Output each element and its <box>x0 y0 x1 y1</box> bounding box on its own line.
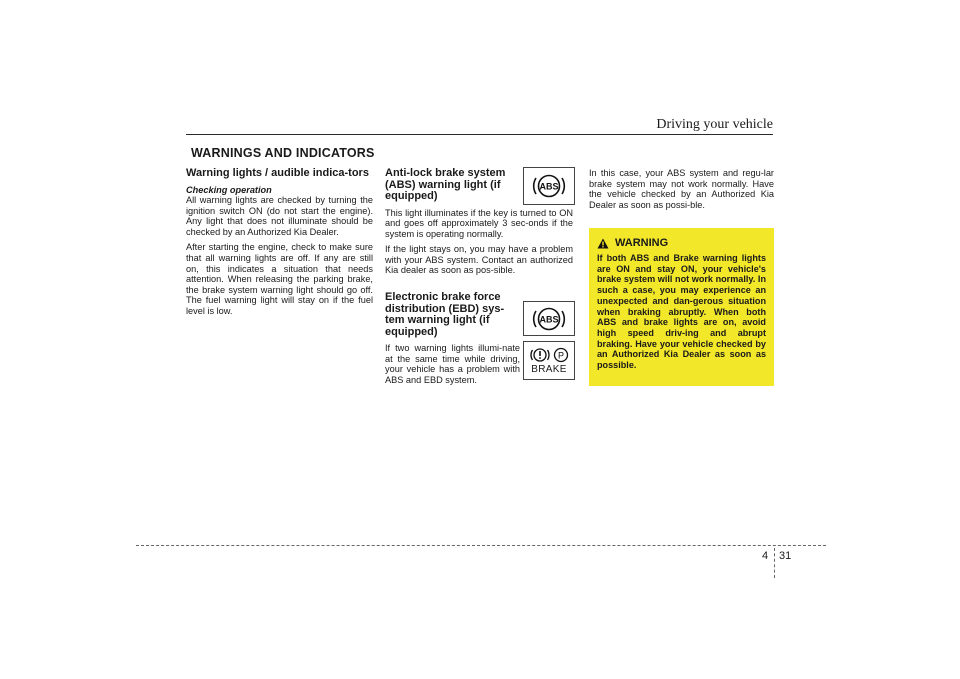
abs-heading: Anti-lock brake system (ABS) warning light (if equipped) <box>385 167 506 202</box>
warning-header <box>597 237 668 249</box>
ebd-heading: Electronic brake force distribution (EBD) sys-tem warning light (if equipped) <box>385 291 505 338</box>
abs-warning-light-image <box>523 167 575 205</box>
brake-exclamation-icon <box>530 346 550 364</box>
svg-text:ABS: ABS <box>539 314 559 324</box>
warning-triangle-icon <box>597 238 609 249</box>
footer-divider <box>774 548 775 578</box>
warning-text: If both ABS and Brake warning lights are ON and stay ON, your vehicle's brake system will not work normally. In such a case, you may experience an unexpected and dan-gerous situation when braking abruptly. When both ABS and brake lights are on, avoid high speed driv-ing and abrupt braking. Have your vehicle checked by an Authorized Kia Dealer as soon as possible. <box>597 253 766 371</box>
brake-label: BRAKE <box>531 364 567 375</box>
chapter-number: 4 <box>762 550 769 562</box>
warning-title: WARNING <box>615 237 669 249</box>
abs-continuation-paragraph: In this case, your ABS system and regu-lar brake system may not work normally. Have the vehicle checked by an Authorized Kia Dealer as soon as possi-ble. <box>589 168 774 210</box>
footer-rule <box>136 545 826 546</box>
brake-icons <box>530 346 569 364</box>
header-rule <box>186 134 773 135</box>
abs-icon <box>531 172 567 200</box>
checking-operation-subheading: Checking operation <box>186 184 272 195</box>
svg-text:P: P <box>557 350 564 361</box>
abs-paragraph-1: This light illuminates if the key is turned to ON and goes off approximately 3 sec-onds if the system is operating normally. <box>385 207 573 239</box>
brake-warning-light-image <box>523 341 575 380</box>
ebd-abs-light-image <box>523 301 575 336</box>
warning-box <box>589 228 774 386</box>
ebd-paragraph: If two warning lights illumi-nate at the same time while driving, your vehicle has a problem with ABS and EBD system. <box>385 343 520 385</box>
checking-paragraph-2: After starting the engine, check to make sure that all warning lights are off. If any are still on, this indicates a situation that needs attention. When releasing the parking brake, the brake system warning light should go off. The fuel warning light will stay on if the fuel level is low. <box>186 242 373 317</box>
section-title: WARNINGS AND INDICATORS <box>191 146 375 160</box>
checking-paragraph-1: All warning lights are checked by turning the ignition switch ON (do not start the engine). Any light that does not illuminate should be checked by an Authorized Kia Dealer. <box>186 195 373 237</box>
column-1 <box>186 168 373 317</box>
parking-brake-icon <box>553 346 569 364</box>
abs-paragraph-2: If the light stays on, you may have a problem with your ABS system. Contact an authorized Kia dealer as soon as pos-sible. <box>385 244 573 276</box>
chapter-title: Driving your vehicle <box>656 117 773 132</box>
warning-lights-heading: Warning lights / audible indica-tors <box>186 167 369 179</box>
column-3 <box>589 168 774 210</box>
abs-icon <box>531 305 567 333</box>
page-number: 31 <box>779 550 792 562</box>
svg-text:ABS: ABS <box>539 181 559 192</box>
